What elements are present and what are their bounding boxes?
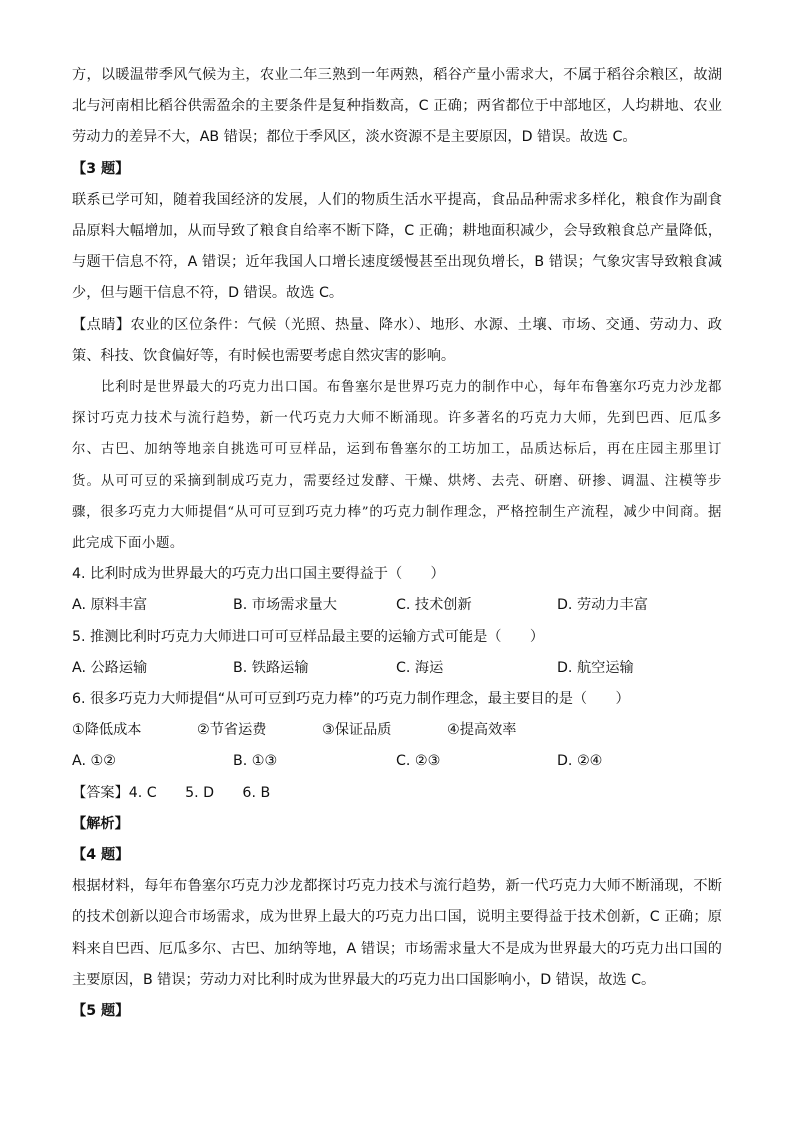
heading-q3: 【3 题】 <box>72 160 130 177</box>
reading-material: 比利时是世界最大的巧克力出口国。布鲁塞尔是世界巧克力的制作中心，每年布鲁塞尔巧克力沙龙都探讨巧克力技术与流行趋势，新一代巧克力大师不断涌现。许多著名的巧克力大师，先到巴西、厄瓜多尔、古巴、加纳等地亲自挑选可可豆样品，运到布鲁塞尔的工坊加工，品质达标后，再在庄园主那里订货。从可可豆的采摘到制成巧克力，需要经过发酵、干燥、烘烤、去壳、研磨、研掺、调温、注模等步骤，很多巧克力大师提倡“从可可豆到巧克力棒”的巧克力制作理念，严格控制生产流程，减少中间商。据此完成下面小题。 <box>72 380 722 552</box>
q5-option-b: B. 铁路运输 <box>233 659 309 676</box>
document-body <box>72 60 722 1027</box>
analysis-heading: 【解析】 <box>72 815 129 832</box>
q6-option-a: A. ①② <box>72 753 116 770</box>
question-6-options <box>72 746 722 777</box>
q4-option-c: C. 技术创新 <box>396 597 472 614</box>
q6-option-d: D. ②④ <box>557 753 603 770</box>
q4-option-d: D. 劳动力丰富 <box>557 597 648 614</box>
heading-q5: 【5 题】 <box>72 1003 130 1020</box>
answer-line: 【答案】4. C 5. D 6. B <box>72 784 271 801</box>
heading-q4: 【4 题】 <box>72 847 130 864</box>
paragraph-q3-analysis: 联系已学可知，随着我国经济的发展，人们的物质生活水平提高，食品品种需求多样化，粮食作为副食品原料大幅增加，从而导致了粮食自给率不断下降，C 正确；耕地面积减少，会导致粮食总产量降低，与题干信息不符，A 错误；近年我国人口增长速度缓慢甚至出现负增长，B 错误；气象灾害导致粮食减少，但与题干信息不符，D 错误。故选 C。 <box>72 191 722 302</box>
q5-option-c: C. 海运 <box>396 659 444 676</box>
q6-item-4: ④提高效率 <box>447 722 517 739</box>
question-4-stem: 4. 比利时成为世界最大的巧克力出口国主要得益于（ ） <box>72 566 445 583</box>
q6-item-3: ③保证品质 <box>322 722 392 739</box>
q6-option-c: C. ②③ <box>396 753 441 770</box>
q5-option-a: A. 公路运输 <box>72 659 148 676</box>
question-5-options <box>72 653 722 684</box>
question-6-items <box>72 715 722 746</box>
q6-option-b: B. ①③ <box>233 753 278 770</box>
q6-item-1: ①降低成本 <box>72 722 142 739</box>
question-5-stem: 5. 推测比利时巧克力大师进口可可豆样品最主要的运输方式可能是（ ） <box>72 628 545 645</box>
paragraph-dianjing: 【点睛】农业的区位条件：气候（光照、热量、降水）、地形、水源、土壤、市场、交通、劳动力、政策、科技、饮食偏好等，有时候也需要考虑自然灾害的影响。 <box>72 316 722 364</box>
question-4-options <box>72 590 722 621</box>
q5-option-d: D. 航空运输 <box>557 659 634 676</box>
q4-option-b: B. 市场需求量大 <box>233 597 337 614</box>
paragraph-q4-analysis: 根据材料，每年布鲁塞尔巧克力沙龙都探讨巧克力技术与流行趋势，新一代巧克力大师不断涌现，不断的技术创新以迎合市场需求，成为世界上最大的巧克力出口国，说明主要得益于技术创新，C 正确；原料来自巴西、厄瓜多尔、古巴、加纳等地，A 错误；市场需求量大不是成为世界最大的巧克力出口国的主要原因，B 错误；劳动力对比利时成为世界最大的巧克力出口国影响小，D 错误，故选 C。 <box>72 878 722 988</box>
question-6-stem: 6. 很多巧克力大师提倡“从可可豆到巧克力棒”的巧克力制作理念，最主要目的是（ ） <box>72 691 630 708</box>
q6-item-2: ②节省运费 <box>197 722 267 739</box>
q4-option-a: A. 原料丰富 <box>72 597 148 614</box>
paragraph-continued: 方，以暖温带季风气候为主，农业二年三熟到一年两熟，稻谷产量小需求大，不属于稻谷余粮区，故湖北与河南相比稻谷供需盈余的主要条件是复种指数高，C 正确；两省都位于中部地区，人均耕地、农业劳动力的差异不大，AB 错误；都位于季风区，淡水资源不是主要原因，D 错误。故选 C。 <box>72 67 722 146</box>
